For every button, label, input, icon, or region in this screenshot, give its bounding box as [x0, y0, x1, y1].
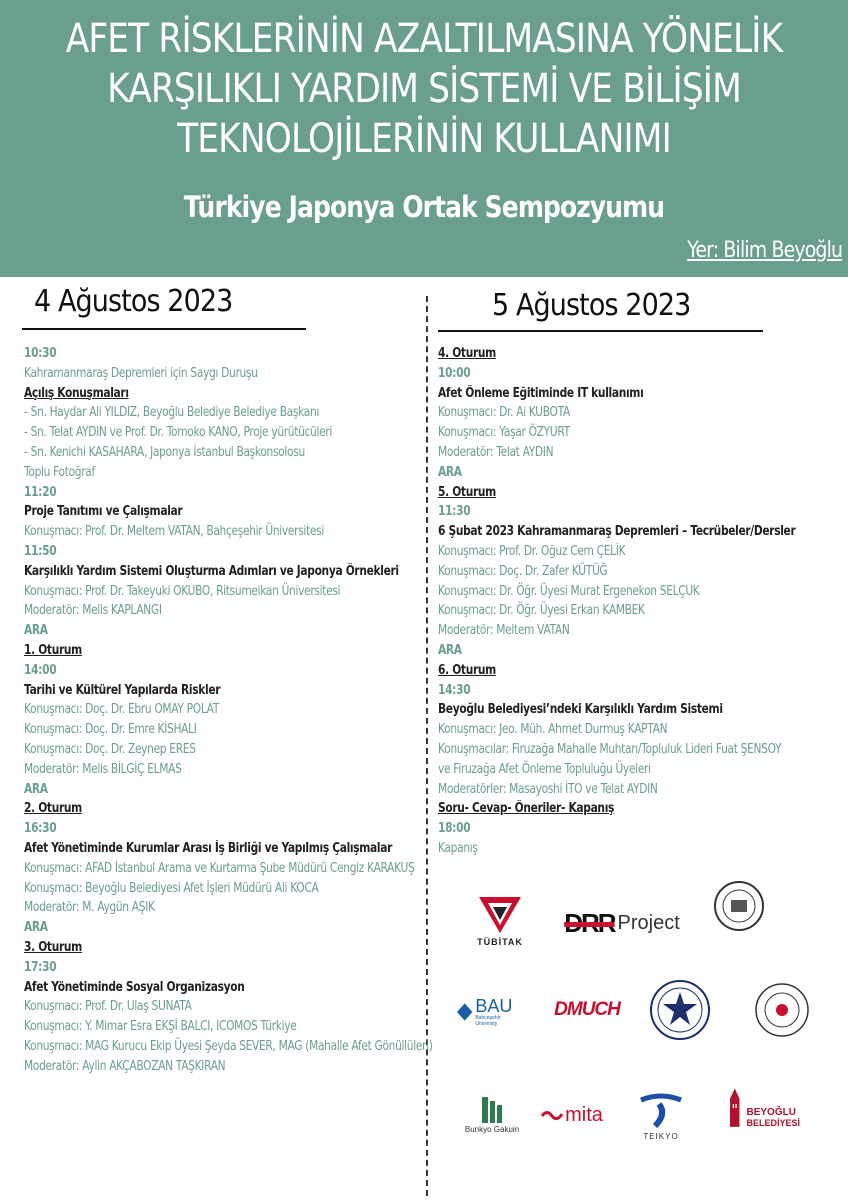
program-text: Konuşmacı: Jeo. Müh. Ahmet Durmuş KAPTAN: [438, 722, 668, 738]
program-text: Moderatörler: Masayoshi İTO ve Telat AYDIN: [438, 781, 658, 797]
tubitak-emblem-icon: [477, 893, 523, 937]
session-topic: Afet Yönetiminde Sosyal Organizasyon: [24, 979, 245, 995]
day1-program: [24, 344, 434, 1076]
header-banner: [0, 0, 848, 277]
program-text: Konuşmacı: Yaşar ÖZYURT: [438, 425, 570, 441]
program-text: Moderatör: Meltem VATAN: [438, 623, 570, 639]
university-seal-logo: [710, 880, 768, 932]
day2-date-rule: [438, 330, 763, 332]
program-text: Moderatör: Melis BİLGİÇ ELMAS: [24, 761, 182, 777]
session-heading: 4. Oturum: [438, 346, 496, 361]
session-heading: Açılış Konuşmaları: [24, 385, 129, 401]
program-text: Konuşmacı: Doç. Dr. Ebru OMAY POLAT: [24, 702, 220, 718]
mita-mark-icon: [541, 1108, 563, 1122]
teikyo-logo: [632, 1088, 690, 1144]
program-text: Moderatör: Telat AYDIN: [438, 444, 554, 460]
program-text: Konuşmacı: Doç. Dr. Emre KİSHALI: [24, 722, 197, 738]
dmuch-logo: [554, 988, 620, 1032]
mita-logo: [534, 1100, 610, 1130]
project-label: Project: [617, 911, 680, 934]
session-topic: Afet Önleme Eğitiminde IT kullanımı: [438, 385, 644, 401]
session-heading: Soru- Cevap- Öneriler- Kapanış: [438, 801, 615, 817]
program-text: - Sn. Haydar Ali YILDIZ, Beyoğlu Belediye Belediye Başkanı: [24, 405, 320, 421]
session-time: 16:30: [24, 821, 57, 837]
tokyo-university-logo: [752, 980, 812, 1040]
session-time: 14:30: [438, 682, 471, 698]
drr-label: DRR: [564, 907, 615, 938]
yildiz-university-logo: [648, 978, 712, 1042]
bunkyo-logo: [460, 1090, 524, 1138]
program-text: Moderatör: Melis KAPLANGI: [24, 603, 162, 619]
break-label: ARA: [438, 642, 462, 658]
teikyo-label: TEIKYO: [643, 1131, 679, 1141]
page-subtitle: Türkiye Japonya Ortak Sempozyumu: [183, 190, 665, 224]
day1-date: 4 Ağustos 2023: [34, 284, 233, 319]
beyoglu-logo: [726, 1076, 800, 1140]
title-line: AFET RİSKLERİNİN AZALTILMASINA YÖNELİK: [65, 16, 783, 62]
program-text: Konuşmacı: MAG Kurucu Ekip Üyesi Şeyda SEVER, MAG (Mahalle Afet Gönüllüleri): [24, 1038, 433, 1054]
program-text: - Sn. Kenichi KASAHARA, Japonya İstanbul Başkonsolosu: [24, 444, 305, 460]
title-line: TEKNOLOJİLERİNİN KULLANIMI: [177, 116, 671, 162]
tubitak-label: TÜBİTAK: [477, 937, 523, 947]
break-label: ARA: [24, 623, 48, 639]
program-text: Konuşmacı: Beyoğlu Belediyesi Afet İşleri Müdürü Ali KOCA: [24, 880, 319, 896]
day1-date-rule: [22, 328, 306, 330]
program-text: Konuşmacı: Prof. Dr. Oğuz Cem ÇELİK: [438, 543, 626, 559]
tokyo-seal-icon: [754, 982, 810, 1038]
day2-date: 5 Ağustos 2023: [492, 288, 691, 323]
program-text: Konuşmacı: Doç. Dr. Zafer KÜTÜĞ: [438, 563, 608, 579]
session-time: 11:20: [24, 484, 57, 500]
belediyesi-label: BELEDİYESİ: [746, 1117, 800, 1128]
tubitak-logo: [470, 888, 530, 952]
session-topic: Beyoğlu Belediyesi’ndeki Karşılıklı Yardım Sistemi: [438, 702, 723, 718]
session-heading: 1. Oturum: [24, 642, 82, 658]
session-time: 17:30: [24, 959, 57, 975]
program-text: Konuşmacı: Prof. Dr. Meltem VATAN, Bahçeşehir Üniversitesi: [24, 524, 324, 540]
session-time: 18:00: [438, 821, 471, 837]
title-line: KARŞILIKLI YARDIM SİSTEMİ VE BİLİŞİM: [107, 66, 741, 112]
program-text: Moderatör: Aylin AKÇABOZAN TAŞKIRAN: [24, 1058, 226, 1074]
program-text: - Sn. Telat AYDIN ve Prof. Dr. Tomoko KANO, Proje yürütücüleri: [24, 425, 333, 441]
program-text: ve Firuzağa Afet Önleme Topluluğu Üyeleri: [438, 761, 651, 777]
session-time: 10:00: [438, 365, 471, 381]
session-heading: 3. Oturum: [24, 939, 82, 955]
seal-icon: [713, 880, 765, 932]
program-text: Konuşmacılar: Firuzağa Mahalle Muhtarı/Topluluk Lideri Fuat ŞENSOY: [438, 741, 782, 757]
venue-text: Yer: Bilim Beyoğlu: [687, 238, 842, 263]
session-time: 11:50: [24, 543, 57, 559]
session-topic: Proje Tanıtımı ve Çalışmalar: [24, 504, 183, 520]
session-heading: 2. Oturum: [24, 801, 82, 817]
break-label: ARA: [24, 781, 48, 797]
session-time: 14:00: [24, 662, 57, 678]
day2-program: [438, 344, 848, 859]
teikyo-emblem-icon: [637, 1092, 685, 1132]
bunkyo-label: Bunkyo Gakuin: [464, 1124, 520, 1134]
session-topic: 6 Şubat 2023 Kahramanmaraş Depremleri – Tecrübeler/Dersler: [438, 524, 796, 540]
mita-label: mita: [565, 1103, 603, 1126]
program-text: Konuşmacı: Prof. Dr. Takeyuki OKUBO, Ritsumeikan Üniversitesi: [24, 583, 341, 599]
program-text: Moderatör: M. Aygün AŞIK: [24, 900, 155, 916]
program-text: Konuşmacı: AFAD İstanbul Arama ve Kurtarma Şube Müdürü Cengiz KARAKUŞ: [24, 860, 415, 876]
bau-emblem-icon: [456, 1002, 473, 1022]
beyoglu-label: BEYOĞLU: [746, 1106, 796, 1118]
session-topic: Tarihi ve Kültürel Yapılarda Riskler: [24, 682, 221, 698]
program-text: Konuşmacı: Doç. Dr. Zeynep ERES: [24, 741, 196, 757]
session-heading: 6. Oturum: [438, 662, 496, 678]
break-label: ARA: [24, 920, 48, 936]
session-time: 11:30: [438, 504, 471, 520]
program-text: Konuşmacı: Y. Mimar Esra EKŞİ BALCI, ICOMOS Türkiye: [24, 1019, 297, 1035]
drr-project-logo: [556, 903, 688, 943]
dmuch-label: DMUCH: [554, 999, 620, 1020]
bau-sub-label: Bahçeşehir University: [475, 1015, 501, 1027]
galata-tower-icon: [726, 1078, 743, 1138]
break-label: ARA: [438, 464, 462, 480]
program-text: Kahramanmaraş Depremleri için Saygı Duruşu: [24, 365, 258, 381]
bunkyo-emblem-icon: [480, 1095, 504, 1125]
yildiz-seal-icon: [649, 979, 711, 1041]
program-text: Konuşmacı: Prof. Dr. Ulaş SUNATA: [24, 999, 192, 1015]
page-title: [59, 14, 788, 164]
session-time: 10:30: [24, 346, 57, 361]
session-topic: Afet Yönetiminde Kurumlar Arası İş Birliği ve Yapılmış Çalışmalar: [24, 840, 393, 856]
program-text: Kapanış: [438, 840, 478, 856]
program-text: Toplu Fotoğraf: [24, 464, 95, 480]
program-text: Konuşmacı: Dr. Ai KUBOTA: [438, 405, 570, 421]
session-heading: 5. Oturum: [438, 484, 496, 500]
program-text: Konuşmacı: Dr. Öğr. Üyesi Erkan KAMBEK: [438, 603, 645, 619]
bau-label: BAU: [475, 996, 513, 1016]
program-text: Konuşmacı: Dr. Öğr. Üyesi Murat Ergenekon SELÇUK: [438, 583, 700, 599]
bau-logo: [456, 996, 522, 1028]
session-topic: Karşılıklı Yardım Sistemi Oluşturma Adımları ve Japonya Örnekleri: [24, 563, 399, 579]
